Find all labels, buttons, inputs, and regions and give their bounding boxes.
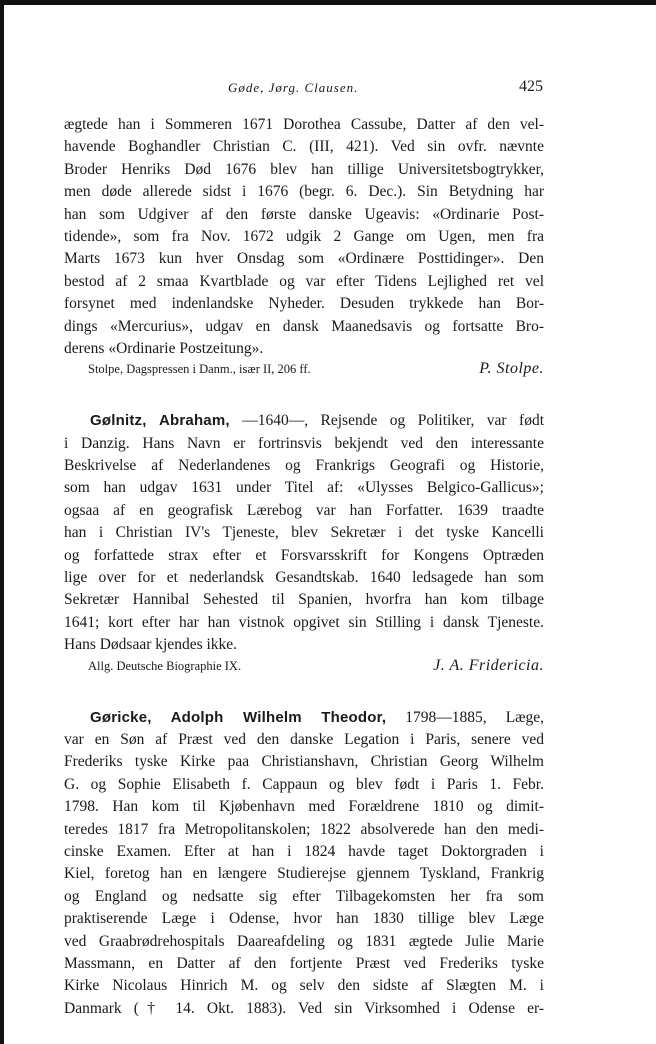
text-line: ogsaa af en geografisk Lærebog var han Forfatter. 1639 traadte <box>64 501 544 519</box>
entry-goelnitz <box>64 410 544 682</box>
text-line: Marts 1673 kun hver Onsdag som «Ordinære Posttidinger». Den <box>64 250 544 268</box>
text-line: Danmark († 14. Okt. 1883). Ved sin Virksomhed i Odense er- <box>64 999 544 1017</box>
text-line: dings «Mercurius», udgav en dansk Maanedsavis og fortsatte Bro- <box>64 317 544 335</box>
text-line: bestod af 2 smaa Kvartblade og var efter Tidens Lejlighed ret vel <box>64 272 544 290</box>
text-line: Hans Dødsaar kjendes ikke. <box>64 636 238 654</box>
text-line: i Danzig. Hans Navn er fortrinsvis bekjendt ved den interessante <box>64 434 544 452</box>
text-line: teredes 1817 fra Metropolitanskolen; 1822 absolverede han den medi- <box>64 820 544 838</box>
entry-goericke <box>64 707 544 1020</box>
text-line: Kiel, foretog han en længere Studierejse gjennem Tyskland, Frankrig <box>64 865 544 883</box>
text-line <box>64 707 544 729</box>
text-line: han som Udgiver af den første danske Ugeavis: «Ordinarie Post- <box>64 205 544 223</box>
text-line: og England og nedsatte sig efter Tilbagekomsten her fra som <box>64 887 544 905</box>
text-line: G. og Sophie Elisabeth f. Cappaun og blev født i Paris 1. Febr. <box>64 775 544 793</box>
page-body <box>64 114 544 1020</box>
text-line: derens «Ordinarie Postzeitung». <box>64 339 264 357</box>
entry-author: P. Stolpe. <box>479 360 544 378</box>
text-line: og forfattede strax efter et Forsvarsskrift for Kongens Optræden <box>64 546 544 564</box>
text-line-rest: 1798—1885, Læge, <box>386 708 545 726</box>
text-line: Beskrivelse af Nederlandenes og Frankrigs Geografi og Historie, <box>64 457 544 475</box>
entry-headword: Gølnitz, Abraham, <box>90 412 230 430</box>
entry-headword: Gøricke, Adolph Wilhelm Theodor, <box>90 708 387 726</box>
text-line: havende Boghandler Christian C. (III, 421). Ved sin ovfr. nævnte <box>64 138 544 156</box>
page-number: 425 <box>519 78 543 95</box>
scan-top-edge <box>0 0 656 5</box>
source-reference: Stolpe, Dagspressen i Danm., især II, 206 ff. <box>88 362 311 377</box>
text-line: praktiserende Læge i Odense, hvor han 1830 tillige blev Læge <box>64 910 544 928</box>
text-line: Frederiks tyske Kirke paa Christianshavn, Christian Georg Wilhelm <box>64 753 544 771</box>
text-line: cinske Examen. Efter at han i 1824 havde taget Doktorgraden i <box>64 842 544 860</box>
text-line: var en Søn af Præst ved den danske Legation i Paris, senere ved <box>64 730 544 748</box>
text-line: Sekretær Hannibal Sehested til Spanien, hvorfra han kom tilbage <box>64 591 544 609</box>
text-line: Massmann, en Datter af den fortjente Præst ved Frederiks tyske <box>64 954 544 972</box>
text-line: men døde allerede sidst i 1676 (begr. 6. Dec.). Sin Betydning har <box>64 183 544 201</box>
entry-author: J. A. Fridericia. <box>433 656 544 674</box>
text-line <box>64 410 544 432</box>
text-line: ved Graabrødrehospitals Daareafdeling og 1831 ægtede Julie Marie <box>64 932 544 950</box>
entry-goede <box>64 114 544 386</box>
text-line: Broder Henriks Død 1676 blev han tillige Universitetsbogtrykker, <box>64 160 544 178</box>
text-line: lige over for et nederlandsk Gesandtskab. 1640 ledsagede han som <box>64 569 544 587</box>
text-line: 1641; kort efter har han vistnok opgivet sin Stilling i dansk Tjeneste. <box>64 613 544 631</box>
text-line: forsynet med indenlandske Nyheder. Desuden trykkede han Bor- <box>64 295 544 313</box>
source-reference: Allg. Deutsche Biographie IX. <box>88 658 242 673</box>
entry-source <box>64 360 544 386</box>
entry-source <box>64 657 544 683</box>
text-line: ægtede han i Sommeren 1671 Dorothea Cassube, Datter af den vel- <box>64 116 544 133</box>
text-line: han i Christian IV's Tjeneste, blev Sekretær i det tyske Kancelli <box>64 524 544 542</box>
text-line-rest: —1640—, Rejsende og Politiker, var født <box>229 412 545 430</box>
text-line: som han udgav 1631 under Titel af: «Ulysses Belgico-Gallicus»; <box>64 479 544 497</box>
text-line: Kirke Nicolaus Hinrich M. og selv den sidste af Slægten M. i <box>64 977 544 995</box>
running-title: Gøde, Jørg. Clausen. <box>228 80 359 95</box>
scan-left-edge <box>0 0 4 1044</box>
text-line: 1798. Han kom til Kjøbenhavn med Forældrene 1810 og dimit- <box>64 798 544 816</box>
text-line: tidende», som fra Nov. 1672 udgik 2 Gange om Ugen, men fra <box>64 227 544 245</box>
